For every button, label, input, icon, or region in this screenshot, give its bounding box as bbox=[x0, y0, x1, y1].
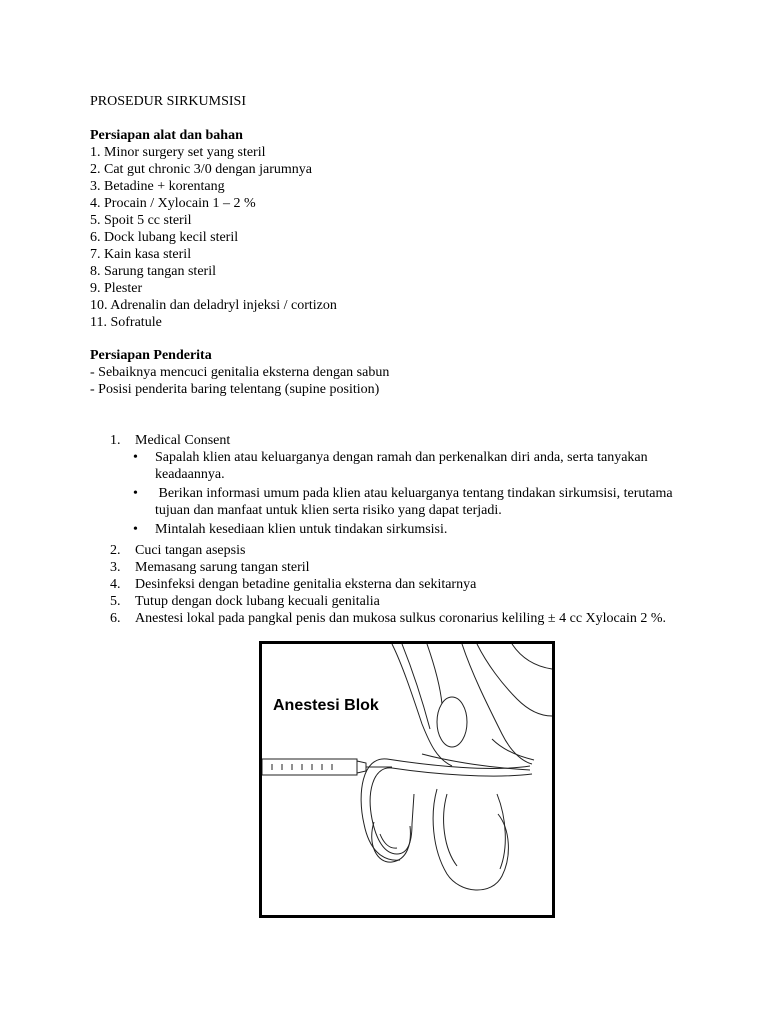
bullet-icon: • bbox=[133, 450, 138, 465]
step-text: Memasang sarung tangan steril bbox=[135, 560, 310, 575]
bullet-icon: • bbox=[133, 486, 138, 501]
document-title: PROSEDUR SIRKUMSISI bbox=[90, 94, 246, 109]
tools-item: 4. Procain / Xylocain 1 – 2 % bbox=[90, 196, 256, 211]
tools-heading: Persiapan alat dan bahan bbox=[90, 128, 243, 143]
step-text: Desinfeksi dengan betadine genitalia eksterna dan sekitarnya bbox=[135, 577, 477, 592]
consent-bullets bbox=[110, 449, 680, 542]
tools-list bbox=[90, 144, 680, 331]
step-number: 3. bbox=[110, 560, 121, 575]
tools-section bbox=[90, 127, 680, 331]
figure-label: Anestesi Blok bbox=[273, 697, 379, 714]
bullet-icon: • bbox=[133, 522, 138, 537]
tools-item: 1. Minor surgery set yang steril bbox=[90, 145, 266, 160]
bullet-item bbox=[133, 521, 680, 538]
tools-item: 9. Plester bbox=[90, 281, 143, 296]
step-text: Cuci tangan asepsis bbox=[135, 543, 246, 558]
tools-item: 11. Sofratule bbox=[90, 315, 162, 330]
step-text: Medical Consent bbox=[135, 433, 231, 448]
step-text: Tutup dengan dock lubang kecuali genitalia bbox=[135, 594, 380, 609]
bullet-text: Berikan informasi umum pada klien atau keluarganya tentang tindakan sirkumsisi, terutama tujuan dan manfaat untuk klien serta risiko yang dapat terjadi. bbox=[155, 486, 677, 518]
tools-item: 10. Adrenalin dan deladryl injeksi / cortizon bbox=[90, 298, 337, 313]
step-text: Anestesi lokal pada pangkal penis dan mukosa sulkus coronarius keliling ± 4 cc Xylocain 2 %. bbox=[135, 611, 667, 626]
patient-item: - Sebaiknya mencuci genitalia eksterna dengan sabun bbox=[90, 365, 390, 380]
bullet-text: Sapalah klien atau keluarganya dengan ramah dan perkenalkan diri anda, serta tanyakan keadaannya. bbox=[155, 450, 648, 482]
tools-item: 5. Spoit 5 cc steril bbox=[90, 213, 192, 228]
patient-item: - Posisi penderita baring telentang (supine position) bbox=[90, 382, 380, 397]
step-item bbox=[110, 542, 680, 559]
bullet-text: Mintalah kesediaan klien untuk tindakan sirkumsisi. bbox=[155, 522, 448, 537]
tools-item: 6. Dock lubang kecil steril bbox=[90, 230, 239, 245]
step-item bbox=[110, 610, 680, 627]
patient-list bbox=[90, 364, 680, 398]
bullet-item bbox=[133, 485, 680, 519]
step-number: 5. bbox=[110, 594, 121, 609]
tools-item: 2. Cat gut chronic 3/0 dengan jarumnya bbox=[90, 162, 312, 177]
step-item bbox=[110, 432, 680, 449]
tools-item: 3. Betadine + korentang bbox=[90, 179, 225, 194]
patient-section bbox=[90, 347, 680, 398]
step-item bbox=[110, 576, 680, 593]
tools-item: 7. Kain kasa steril bbox=[90, 247, 192, 262]
step-number: 1. bbox=[110, 433, 121, 448]
bullet-item bbox=[133, 449, 680, 483]
tools-item: 8. Sarung tangan steril bbox=[90, 264, 216, 279]
syringe-icon bbox=[262, 759, 392, 775]
document-page bbox=[90, 93, 680, 398]
patient-heading: Persiapan Penderita bbox=[90, 348, 212, 363]
step-number: 6. bbox=[110, 611, 121, 626]
step-item bbox=[110, 559, 680, 576]
step-number: 4. bbox=[110, 577, 121, 592]
step-number: 2. bbox=[110, 543, 121, 558]
procedure-steps bbox=[110, 432, 680, 627]
step-item bbox=[110, 593, 680, 610]
anatomy-illustration bbox=[262, 644, 552, 915]
anesthesia-figure bbox=[259, 641, 555, 918]
